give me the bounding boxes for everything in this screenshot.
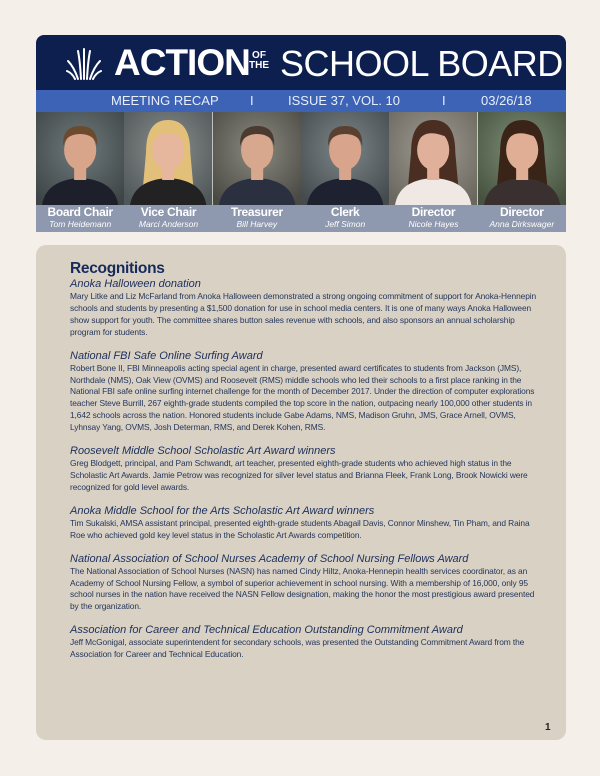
board-member-photo [478, 112, 566, 205]
role: Director [499, 205, 544, 219]
recognition-title: National Association of School Nurses Academy of School Nursing Fellows Award [70, 552, 469, 565]
recognition-title: Anoka Middle School for the Arts Scholastic Art Award winners [70, 504, 375, 517]
board-labels [36, 205, 566, 232]
recognition-body: Tim Sukalski, AMSA assistant principal, presented eighth-grade students Abagail Davis, Connor Minshew, Tin Pham, and Raina Roe who achieved gold key level status in the Scholastic Art Awards competition. [70, 517, 530, 540]
recognitions-panel [36, 245, 566, 740]
title-action: ACTION [114, 42, 250, 83]
recognition-body: Robert Bone II, FBI Minneapolis acting special agent in charge, presented award certificates to students from Jackson (JMS), Northdale (NMS), Oak View (OVMS) and Roosevelt (RMS) middle schools who led their schools to a first place ranking in the National FBI safe online surfing internet challenge for the month of December 2017. Under the direction of computer explorations teacher Steve Burrill, 267 eighth-grade students compiled the top score in the nation, outpacing nearly 100,000 other students in 1,642 schools across the nation. Honored students include Gabe Adams, NMS, Madison Gruhn, JMS, Grace Arnell, OVMS, Lyhnsay Yang, OVMS, Josh Determan, RMS, and Derek Kohen, RMS. [70, 362, 535, 433]
recognition-item [70, 445, 540, 494]
member-name: Anna Dirkswager [489, 219, 555, 229]
board-member-photo [213, 112, 301, 205]
section-heading: Recognitions [70, 260, 165, 277]
title-of: OF [252, 50, 266, 61]
member-name: Tom Heidemann [49, 219, 112, 229]
role: Board Chair [47, 205, 113, 219]
recognition-title: Roosevelt Middle School Scholastic Art Award winners [70, 445, 336, 458]
board-member-photo [301, 112, 389, 205]
separator: I [250, 93, 254, 108]
recognition-title: Anoka Halloween donation [70, 278, 201, 290]
separator: I [442, 93, 446, 108]
board-member-label [124, 205, 212, 232]
title-school-board: SCHOOL BOARD [280, 43, 563, 84]
role: Vice Chair [140, 205, 197, 219]
role: Clerk [330, 205, 360, 219]
member-name: Jeff Simon [325, 219, 366, 229]
title-of-the [249, 51, 269, 71]
recognition-item [70, 505, 540, 542]
issue-label: ISSUE 37, VOL. 10 [288, 93, 401, 108]
member-name: Marci Anderson [138, 219, 199, 229]
board-member-label [213, 205, 301, 232]
recognition-body: Jeff McGonigal, associate superintendent for secondary schools, was presented the Outstanding Commitment Award from the Association for Career and Technical Education. [70, 637, 525, 660]
board-member-photo [389, 112, 477, 205]
board-member-photo [124, 112, 212, 205]
recognition-title: National FBI Safe Online Surfing Award [70, 349, 263, 362]
member-name: Nicole Hayes [408, 219, 459, 229]
meeting-recap-label: MEETING RECAP [111, 93, 219, 108]
masthead [36, 35, 566, 90]
board-photos [36, 112, 566, 205]
board-member-label [389, 205, 477, 232]
recognition-body: Greg Blodgett, principal, and Pam Schwandt, art teacher, presented eighth-grade students who achieved high status in the Scholastic Art Awards. Jamie Petrow was recognized for silver level status and Brianna Fleek, Frank Long, Brook Nowicki were recognized for gold level awards. [70, 458, 528, 492]
member-name: Bill Harvey [236, 219, 278, 229]
role: Director [411, 205, 456, 219]
page-number: 1 [545, 722, 551, 733]
recognition-body: The National Association of School Nurses (NASN) has named Cindy Hiltz, Anoka-Hennepin health services coordinator, as an Academy of School Nursing Fellow, a symbol of superior achievement in school nursing. With a membership of 16,000, only 95 school nurses in the nation have received the NASN Fellow designation, making the honor the most prestigious award presented by the organization. [70, 565, 535, 612]
recognition-item [70, 553, 540, 614]
issue-bar [36, 90, 566, 112]
title-the: THE [249, 60, 269, 71]
recognition-item [70, 350, 540, 434]
board-member-photo [36, 112, 124, 205]
board-member-label [36, 205, 124, 232]
recognition-title: Association for Career and Technical Education Outstanding Commitment Award [70, 624, 463, 637]
grass-sprout-icon [66, 45, 102, 81]
role: Treasurer [230, 205, 283, 219]
board-member-label [301, 205, 389, 232]
recognition-item [70, 278, 540, 339]
board-member-label [478, 205, 566, 232]
issue-date: 03/26/18 [481, 93, 532, 108]
recognition-body: Mary Litke and Liz McFarland from Anoka Halloween demonstrated a strong ongoing commitment of support for Anoka-Hennepin schools and students by presenting a $1,500 donation for use in school media centers. It is one of many ways Anoka Halloween show support for youth. The committee shares button sales revenue with schools, and also sponsors an annual scholarship program for students. [70, 291, 537, 337]
recognition-item [70, 624, 540, 661]
